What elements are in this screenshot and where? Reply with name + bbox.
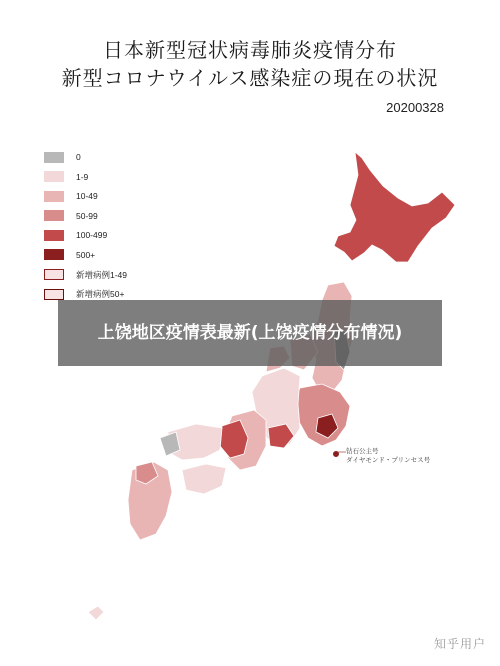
- legend-label: 100-499: [76, 230, 108, 241]
- legend-label: 新增病例1-49: [76, 269, 128, 280]
- title-chinese: 日本新型冠状病毒肺炎疫情分布: [103, 38, 397, 62]
- ship-label-japanese: ダイヤモンド・プリンセス号: [346, 457, 431, 464]
- region-hokkaido: [334, 152, 455, 262]
- legend-label: 0: [76, 152, 81, 162]
- legend-label: 新增病例50+: [76, 289, 125, 300]
- ship-marker: [333, 451, 340, 458]
- banner: [58, 300, 442, 366]
- title-japanese: 新型コロナウイルス感染症の現在の状況: [61, 66, 439, 90]
- region-okinawa: [88, 606, 104, 620]
- legend-label: 1-9: [76, 171, 89, 182]
- ship-label-chinese: 钻石公主号: [346, 448, 379, 455]
- region-kanto: [294, 384, 350, 446]
- banner-text: 上饶地区疫情表最新(上饶疫情分布情况): [97, 323, 403, 343]
- legend-label: 10-49: [76, 191, 98, 202]
- watermark: 知乎用户: [433, 637, 486, 651]
- region-shikoku: [182, 464, 226, 494]
- legend-label: 50-99: [76, 210, 98, 221]
- legend-label: 500+: [76, 249, 96, 260]
- date-label: 20200328: [386, 100, 444, 115]
